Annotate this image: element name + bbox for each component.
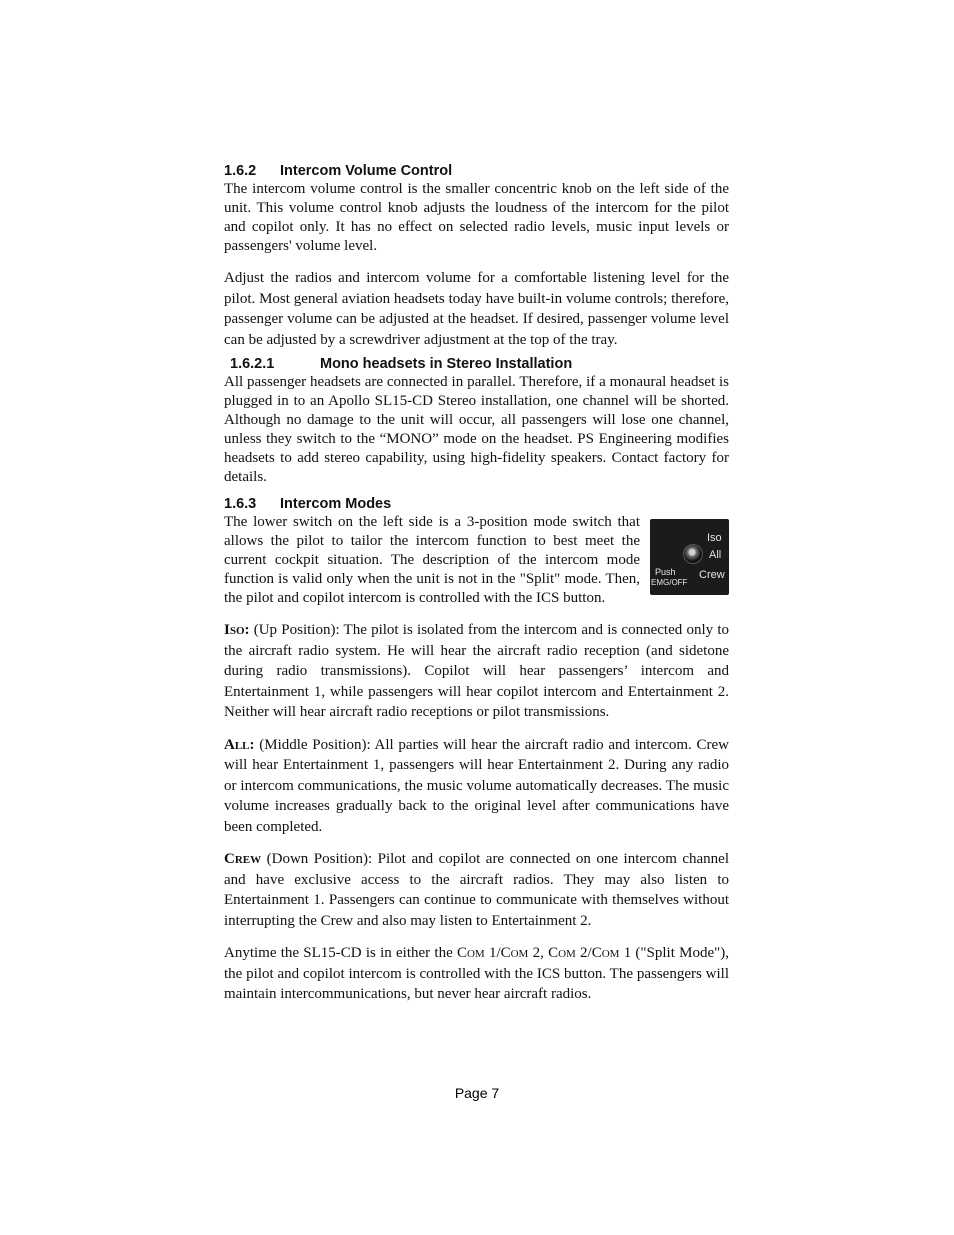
text: 2, (528, 945, 549, 961)
page-content (224, 162, 729, 1005)
paragraph-all-mode (224, 735, 729, 838)
mode-description-crew: (Down Position): Pilot and copilot are connected on one intercom channel and have exclusive access to the aircraft radios. They may also listen to Entertainment 1. Passengers can continue to communicate with themselves without interrupting the Crew and also may listen to Entertainment 2. (224, 851, 729, 929)
paragraph-mono-headsets: All passenger headsets are connected in parallel. Therefore, if a monaural headset is plugged in to an Apollo SL15-CD Stereo installation, one channel will be shorted. Although no damage to the unit will occur, all passengers will lose one channel, unless they switch to the “MONO” mode on the headset. PS Engineering modifies headsets to add stereo capability, using high-fidelity speakers. Contact factory for details. (224, 374, 729, 485)
text: 1 ("Split Mode"), the pilot and copilot intercom is controlled with the ICS button. The passengers will maintain intercommunications, but never hear aircraft radios. (224, 945, 729, 1002)
section-heading-1-6-2-1 (224, 355, 729, 373)
section-number: 1.6.2.1 (230, 356, 275, 372)
paragraph-volume-adjust: Adjust the radios and intercom volume for a comfortable listening level for the pilot. Most general aviation headsets today have built-in volume controls; therefore, passenger volume can be adjusted at the headset. If desired, passenger volume level can be adjusted by a screwdriver adjustment at the top of the tray. (224, 270, 729, 348)
com-label: Com (591, 945, 620, 961)
mode-label-all: All: (224, 736, 255, 753)
mode-description-all: (Middle Position): All parties will hear the aircraft radio and intercom. Crew will hear Entertainment 1, passengers will hear Entertainment 2. During any radio or intercom communications, the music volume automatically decreases. The music volume increases gradually back to the original level after communications have been completed. (224, 736, 729, 835)
mode-label-iso: Iso: (224, 622, 250, 638)
paragraph-iso-mode (224, 620, 729, 723)
paragraph-mode-switch: The lower switch on the left side is a 3-position mode switch that allows the pilot to tailor the intercom function to best meet the current cockpit situation. The description of the intercom mode function is valid only when the unit is not in the "Split" mode. Then, the pilot and copilot intercom is controlled with the ICS button. (224, 514, 640, 606)
mode-label-crew: Crew (224, 851, 262, 867)
photo-label-crew: Crew (699, 569, 725, 581)
photo-label-all: All (709, 549, 722, 561)
text: Anytime the SL15-CD is in either the (224, 945, 457, 961)
com-label: Com (500, 945, 529, 961)
section-title: Intercom Volume Control (280, 163, 453, 179)
mode-description-iso: (Up Position): The pilot is isolated from the intercom and is connected only to the aircraft radio system. He will hear the aircraft radio reception (and sidetone during radio transmissions). Copilot will hear passengers’ intercom and Entertainment 1, while passengers will hear copilot intercom and Entertainment 2. Neither will hear aircraft radio receptions or pilot transmissions. (224, 622, 729, 720)
page-number: Page 7 (454, 1085, 500, 1101)
section-number: 1.6.2 (224, 163, 257, 179)
photo-label-iso: Iso (707, 532, 722, 544)
section-heading-1-6-2 (224, 162, 729, 180)
section-title: Intercom Modes (280, 496, 392, 512)
text: 2/ (575, 945, 592, 961)
paragraph-crew-mode (224, 849, 729, 931)
com-label: Com (456, 945, 485, 961)
mode-switch-photo (650, 519, 729, 595)
section-title: Mono headsets in Stereo Installation (320, 356, 573, 372)
com-label: Com (548, 945, 576, 961)
paragraph-volume-knob: The intercom volume control is the smaller concentric knob on the left side of the unit. This volume control knob adjusts the loudness of the intercom for the pilot and copilot only. It has no effect on selected radio levels, music input levels or passengers' volume level. (224, 181, 729, 254)
section-number: 1.6.3 (224, 496, 257, 512)
photo-label-emg-off: EMG/OFF (651, 578, 688, 587)
section-heading-1-6-3 (224, 495, 729, 513)
photo-label-push: Push (655, 567, 676, 577)
text: 1/ (484, 945, 501, 961)
intercom-modes-intro (224, 513, 729, 608)
paragraph-split-mode (224, 943, 729, 1005)
mode-switch-knob-icon (683, 544, 703, 564)
